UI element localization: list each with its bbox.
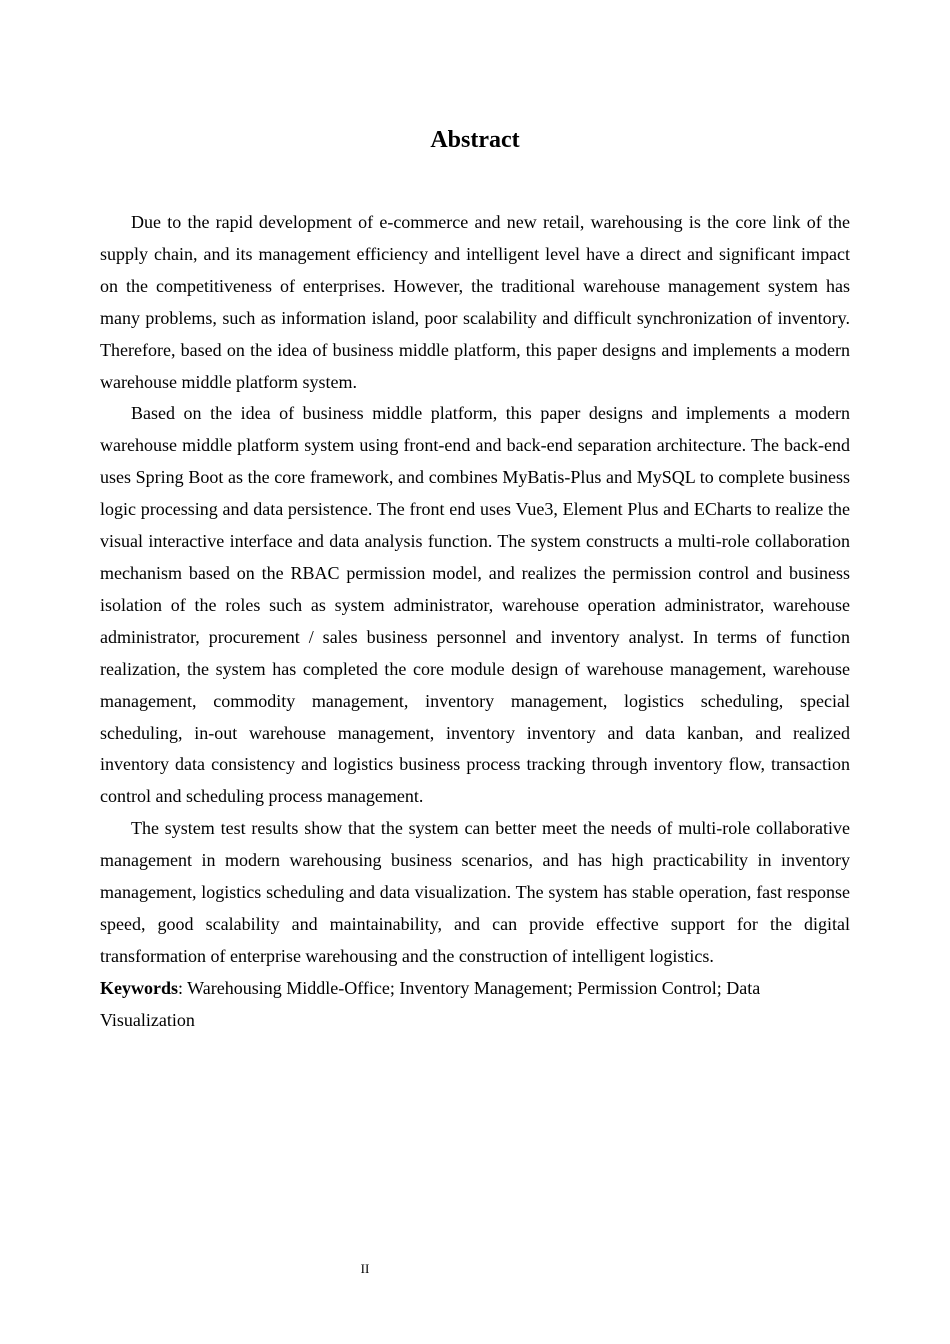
abstract-body [100,207,850,1037]
page-number: II [360,1261,370,1276]
abstract-paragraph-1: Due to the rapid development of e-commerce and new retail, warehousing is the core link of the supply chain, and its management efficiency and intelligent level have a direct and significant impact on the competitiveness of enterprises. However, the traditional warehouse management system has many problems, such as information island, poor scalability and difficult synchronization of inventory. Therefore, based on the idea of business middle platform, this paper designs and implements a modern warehouse middle platform system. [100,212,850,392]
keywords-label: Keywords [100,977,178,998]
keywords-text: : Warehousing Middle-Office; Inventory Management; Permission Control; Data Visualization [100,977,761,1030]
abstract-paragraph-3: The system test results show that the system can better meet the needs of multi-role collaborative management in modern warehousing business scenarios, and has high practicability in inventory management, logistics scheduling and data visualization. The system has stable operation, fast response speed, good scalability and maintainability, and can provide effective support for the digital transformation of enterprise warehousing and the construction of intelligent logistics. [100,818,850,966]
page-title: Abstract [430,127,520,153]
keywords-line [100,973,850,1037]
abstract-paragraph-2: Based on the idea of business middle platform, this paper designs and implements a modern warehouse middle platform system using front-end and back-end separation architecture. The back-end uses Spring Boot as the core framework, and combines MyBatis-Plus and MySQL to complete business logic processing and data persistence. The front end uses Vue3, Element Plus and ECharts to realize the visual interactive interface and data analysis function. The system constructs a multi-role collaboration mechanism based on the RBAC permission model, and realizes the permission control and business isolation of the roles such as system administrator, warehouse operation administrator, warehouse administrator, procurement / sales business personnel and inventory analyst. In terms of function realization, the system has completed the core module design of warehouse management, warehouse management, commodity management, inventory management, logistics scheduling, special scheduling, in-out warehouse management, inventory inventory and data kanban, and realized inventory data consistency and logistics business process tracking through inventory flow, transaction control and scheduling process management. [100,403,850,807]
